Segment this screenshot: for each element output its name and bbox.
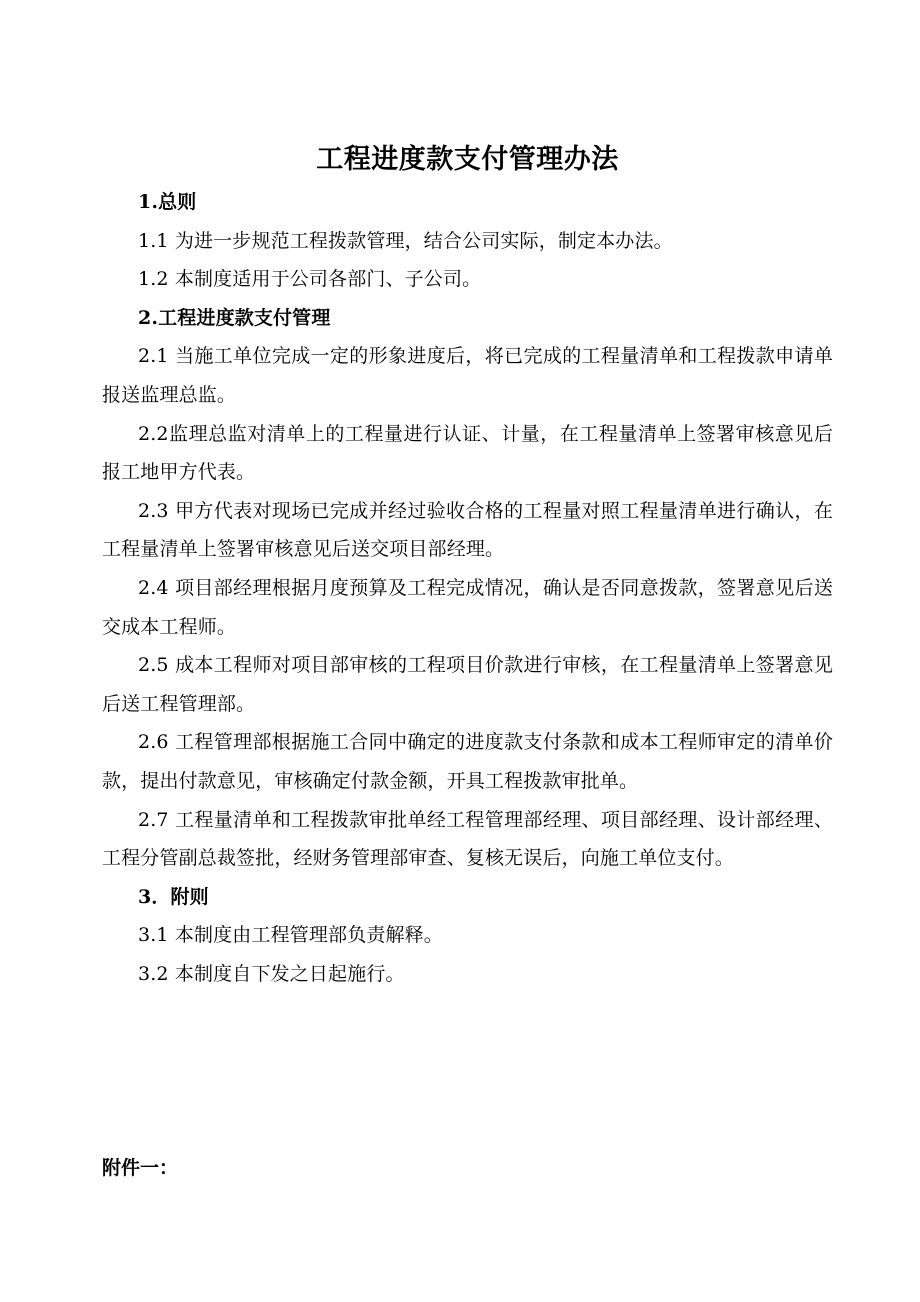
paragraph-2-1: 2.1 当施工单位完成一定的形象进度后，将已完成的工程量清单和工程拨款申请单报送监理总监。 [102,345,833,406]
document-body [102,140,833,993]
paragraph-3-1: 3.1 本制度由工程管理部负责解释。 [138,924,443,947]
paragraph-2-5: 2.5 成本工程师对项目部审核的工程项目价款进行审核，在工程量清单上签署意见后送工程管理部。 [102,654,833,715]
paragraph-3-2: 3.2 本制度自下发之日起施行。 [138,962,405,985]
section-heading-payment: 2.工程进度款支付管理 [138,306,331,329]
paragraph-2-4: 2.4 项目部经理根据月度预算及工程完成情况，确认是否同意拨款，签署意见后送交成本工程师。 [102,576,833,638]
paragraph-2-6: 2.6 工程管理部根据施工合同中确定的进度款支付条款和成本工程师审定的清单价款，提出付款意见，审核确定付款金额，开具工程拨款审批单。 [102,731,833,792]
paragraph-2-7: 2.7 工程量清单和工程拨款审批单经工程管理部经理、项目部经理、设计部经理、工程分管副总裁签批，经财务管理部审查、复核无误后，向施工单位支付。 [102,808,833,870]
document-title: 工程进度款支付管理办法 [316,144,619,175]
attachment-label: 附件一： [102,1157,179,1179]
paragraph-2-2: 2.2监理总监对清单上的工程量进行认证、计量，在工程量清单上签署审核意见后报工地甲方代表。 [102,422,833,484]
paragraph-2-3: 2.3 甲方代表对现场已完成并经过验收合格的工程量对照工程量清单进行确认，在工程量清单上签署审核意见后送交项目部经理。 [102,499,833,561]
section-heading-supplementary: 3．附则 [138,885,209,908]
paragraph-1-1: 1.1 为进一步规范工程拨款管理，结合公司实际，制定本办法。 [138,229,673,252]
paragraph-1-2: 1.2 本制度适用于公司各部门、子公司。 [138,268,482,291]
section-heading-general: 1.总则 [138,191,197,213]
